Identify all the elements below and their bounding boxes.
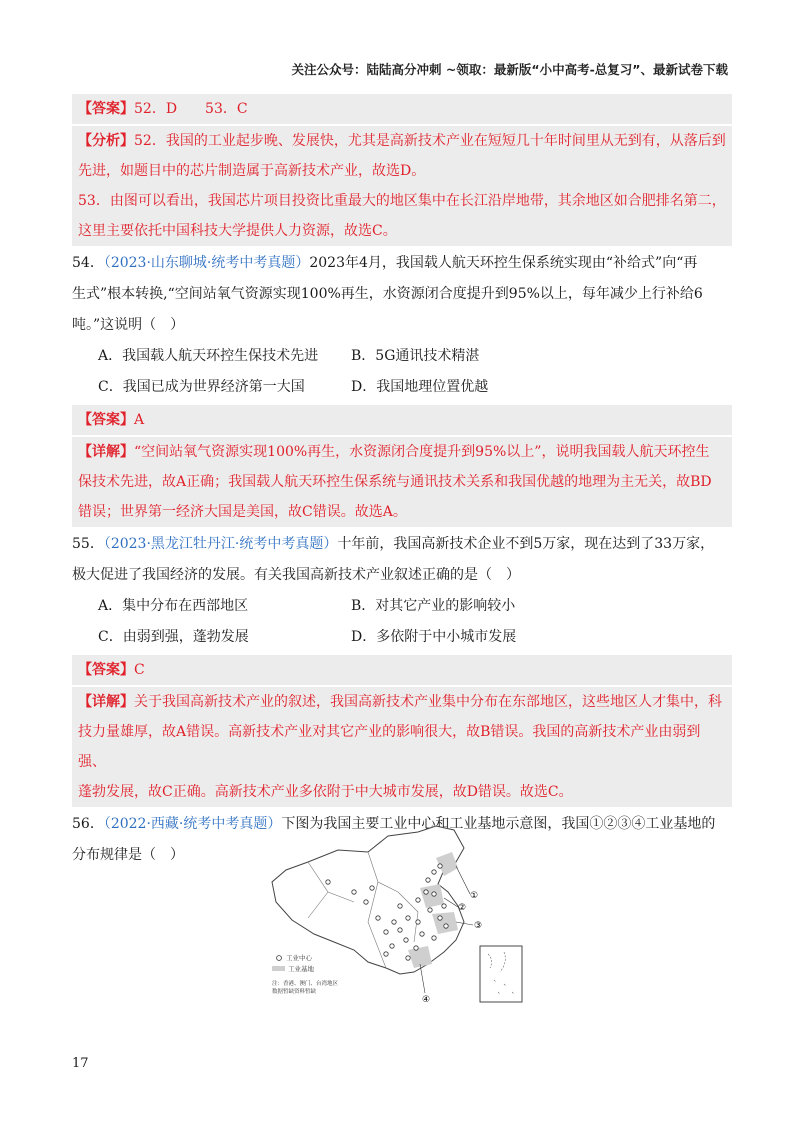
industrial-center-dot <box>406 916 410 920</box>
south-china-sea-inset <box>480 946 522 1002</box>
answer-text: 52．D 53．C <box>134 101 248 117</box>
page-header: 关注公众号：陆陆高分冲刺 ~领取：最新版“小中高考-总复习”、最新试卷下载 <box>291 62 728 77</box>
answer-text: 错误；世界第一经济大国是美国，故C错误。故选A。 <box>78 504 407 520</box>
industrial-center-dot <box>404 938 408 942</box>
industrial-center-dot <box>432 936 436 940</box>
industrial-center-dot <box>370 886 374 890</box>
question-source: （2022·西藏·统考中考真题） <box>103 816 282 832</box>
marker-3: ③ <box>473 921 483 931</box>
answer-text: A <box>134 412 145 428</box>
industrial-center-dot <box>426 878 430 882</box>
answer-line <box>78 156 726 186</box>
answer-line <box>78 717 726 777</box>
marker-4: ④ <box>421 995 431 1005</box>
question-number: 54． <box>72 255 104 271</box>
industrial-center-dot <box>444 924 448 928</box>
answer-text: C <box>134 662 145 678</box>
option-item: C．由弱到强，蓬勃发展 <box>98 629 249 645</box>
industrial-center-dot <box>424 890 428 894</box>
answer-tag: 【答案】 <box>78 662 134 678</box>
question-text: 2023年4月，我国载人航天环控生保系统实现由“补给式”向“再 <box>309 255 698 271</box>
industrial-center-dot <box>414 946 418 950</box>
question-line <box>72 248 732 279</box>
answer-text: 这里主要依托中国科技大学提供人力资源，故选C。 <box>78 223 397 239</box>
answer-block <box>72 655 732 685</box>
industrial-center-dot <box>376 916 380 920</box>
answer-text: 先进，如题目中的芯片制造属于高新技术产业，故选D。 <box>78 163 426 179</box>
options-grid <box>72 341 732 403</box>
industrial-center-dot <box>406 956 410 960</box>
industrial-center-dot <box>326 880 330 884</box>
answer-line <box>78 186 726 216</box>
industrial-center-dot <box>390 944 394 948</box>
option-item: C．我国已成为世界经济第一大国 <box>98 379 305 395</box>
answer-text: 技力量雄厚，故A错误。高新技术产业对其它产业的影响很大，故B错误。我国的高新技术产业由弱到强、 <box>78 724 701 770</box>
answer-text: 蓬勃发展，故C正确。高新技术产业多依附于中大城市发展，故D错误。故选C。 <box>78 784 573 800</box>
answer-line <box>78 777 726 807</box>
answer-tag: 【详解】 <box>78 694 134 710</box>
question-text: 分布规律是（ ） <box>72 847 184 863</box>
industrial-center-dot <box>442 904 446 908</box>
answer-block <box>72 405 732 435</box>
answer-tag: 【详解】 <box>78 444 134 460</box>
answer-line <box>78 405 726 435</box>
china-industry-map <box>268 822 528 1010</box>
answer-line <box>78 655 726 685</box>
question-number: 56． <box>72 816 104 832</box>
question-text: 吨。”这说明（ ） <box>72 317 185 333</box>
answer-block <box>72 437 732 527</box>
industrial-center-dot <box>392 920 396 924</box>
industrial-center-dot <box>416 898 420 902</box>
question-block <box>72 248 732 341</box>
answer-block <box>72 687 732 807</box>
question-line <box>72 560 732 591</box>
answer-line <box>78 216 726 246</box>
industrial-center-dot <box>432 892 436 896</box>
question-line <box>72 529 732 560</box>
answer-line <box>78 437 726 467</box>
industrial-center-dot <box>428 908 432 912</box>
map-legend <box>272 953 339 995</box>
industrial-center-dot <box>364 900 368 904</box>
question-source: （2023·黑龙江牡丹江·统考中考真题） <box>103 536 338 552</box>
answer-text: 保技术先进，故A正确；我国载人航天环控生保系统与通讯技术关系和我国优越的地理为主无关，故BD <box>78 474 712 490</box>
option-item: D．我国地理位置优越 <box>351 379 489 395</box>
industrial-center-dot <box>438 864 442 868</box>
answer-text: 53．由图可以看出，我国芯片项目投资比重最大的地区集中在长江沿岸地带，其余地区如合肥排名第二， <box>78 193 726 209</box>
answer-line <box>78 94 726 124</box>
answer-line <box>78 687 726 717</box>
question-line <box>72 279 732 310</box>
question-text: 生式”根本转换,“空间站氧气资源实现100%再生，水资源闭合度提升到95%以上，每年减少上行补给6 <box>72 286 703 302</box>
option-item: B．5G通讯技术精湛 <box>351 348 480 364</box>
answer-line <box>78 467 726 497</box>
question-text: 极大促进了我国经济的发展。有关我国高新技术产业叙述正确的是（ ） <box>72 567 520 583</box>
answer-tag: 【答案】 <box>78 101 134 117</box>
legend-center-symbol <box>277 956 282 961</box>
industrial-center-dot <box>398 928 402 932</box>
document-body <box>72 92 732 871</box>
industrial-center-dot <box>420 932 424 936</box>
question-line <box>72 310 732 341</box>
answer-text: 52．我国的工业起步晚、发展快，尤其是高新技术产业在短短几十年时间里从无到有，从落后到 <box>134 133 726 149</box>
answer-tag: 【分析】 <box>78 133 134 149</box>
answer-tag: 【答案】 <box>78 412 134 428</box>
question-number: 55． <box>72 536 104 552</box>
marker-1: ① <box>469 891 479 901</box>
industrial-center-dot <box>432 870 436 874</box>
industrial-center-dot <box>416 920 420 924</box>
option-item: B．对其它产业的影响较小 <box>351 598 516 614</box>
map-note-1: 注：香港、澳门、台湾地区 <box>272 981 339 987</box>
marker-2: ② <box>457 903 467 913</box>
answer-text: “空间站氧气资源实现100%再生，水资源闭合度提升到95%以上”，说明我国载人航天环控生 <box>134 444 710 460</box>
options-grid <box>72 591 732 653</box>
answer-line <box>78 126 726 156</box>
answer-line <box>78 497 726 527</box>
answer-block <box>72 126 732 246</box>
question-source: （2023·山东聊城·统考中考真题） <box>103 255 310 271</box>
industrial-center-dot <box>352 890 356 894</box>
answer-text: 关于我国高新技术产业的叙述，我国高新技术产业集中分布在东部地区，这些地区人才集中，科 <box>134 694 722 710</box>
industrial-center-dot <box>384 952 388 956</box>
option-item: A．我国载人航天环控生保技术先进 <box>98 348 319 364</box>
map-note-2: 数据暂缺资料暂缺 <box>272 989 317 995</box>
legend-base-symbol <box>272 966 285 971</box>
option-item: A．集中分布在西部地区 <box>98 598 249 614</box>
industrial-center-dot <box>384 930 388 934</box>
legend-base-label: 工业基地 <box>288 965 314 973</box>
industrial-center-dot <box>398 904 402 908</box>
question-block <box>72 529 732 591</box>
page-number: 17 <box>72 1056 89 1071</box>
question-text: 十年前，我国高新技术企业不到5万家，现在达到了33万家， <box>337 536 715 552</box>
option-item: D．多依附于中小城市发展 <box>351 629 517 645</box>
question-text: 下图为我国主要工业中心和工业基地示意图，我国①②③④工业基地的 <box>281 816 716 832</box>
industrial-center-dot <box>438 916 442 920</box>
answer-block <box>72 94 732 124</box>
legend-center-label: 工业中心 <box>286 954 312 962</box>
